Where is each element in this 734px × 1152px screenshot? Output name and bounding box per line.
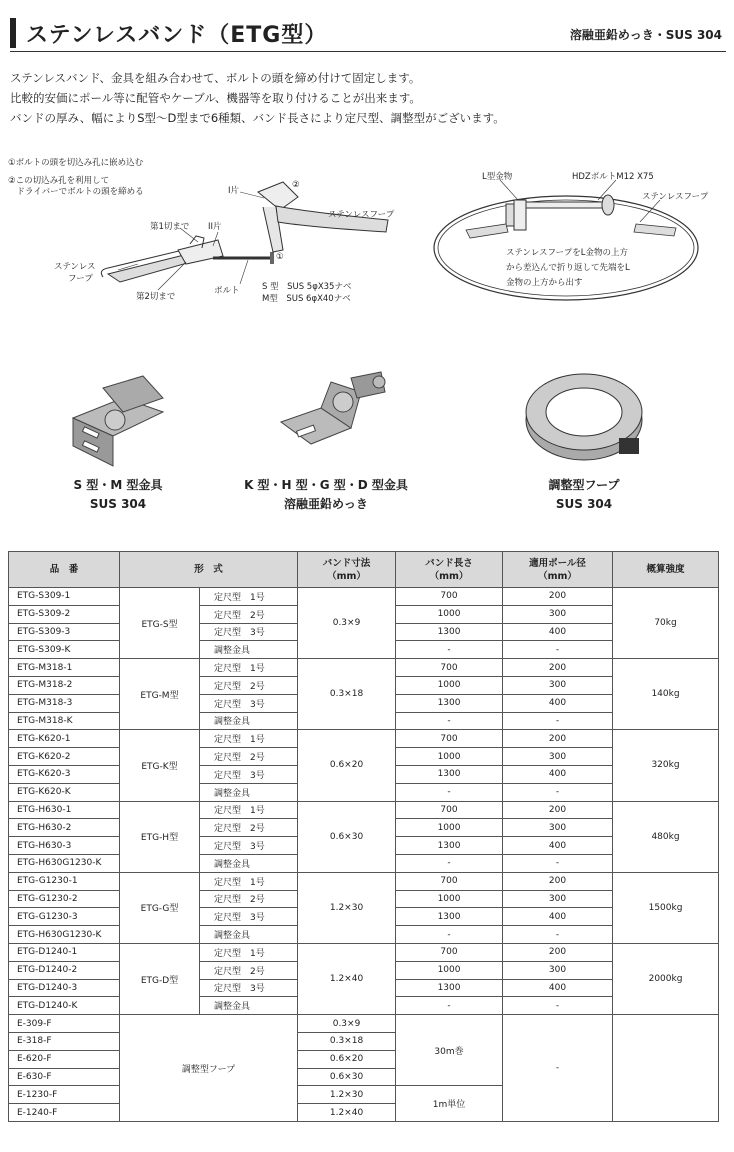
cell-strength: 2000kg xyxy=(613,943,719,1014)
cell-length-1m: 1m単位 xyxy=(396,1086,503,1122)
cell-code: E-1230-F xyxy=(9,1086,120,1104)
col-header-length xyxy=(396,552,503,588)
mount-desc-1: ステンレスフープをL金物の上方 xyxy=(506,248,628,258)
cell-code: ETG-K620-3 xyxy=(9,765,120,783)
cell-pole: 300 xyxy=(503,890,613,908)
cell-code: ETG-M318-3 xyxy=(9,694,120,712)
cell-pole: - xyxy=(503,641,613,659)
cell-code: ETG-H630G1230-K xyxy=(9,854,120,872)
cell-form: 定尺型 3号 xyxy=(200,765,298,783)
cell-code: E-1240-F xyxy=(9,1104,120,1122)
table-header-row xyxy=(9,552,719,588)
intro-line: ステンレスバンド、金具を組み合わせて、ボルトの頭を締め付けて固定します。 xyxy=(10,71,421,85)
label-l-fitting: L型金物 xyxy=(482,172,513,182)
cell-form: 定尺型 3号 xyxy=(200,908,298,926)
cell-length: 700 xyxy=(396,801,503,819)
cell-code: ETG-D1240-1 xyxy=(9,943,120,961)
cell-code: ETG-D1240-2 xyxy=(9,961,120,979)
cell-length: 1000 xyxy=(396,961,503,979)
cell-pole: 200 xyxy=(503,588,613,606)
cell-size: 0.3×18 xyxy=(298,1032,396,1050)
cell-pole: 300 xyxy=(503,819,613,837)
cell-length-30m: 30m巻 xyxy=(396,1015,503,1086)
note-2b: ドライバーでボルトの頭を締める xyxy=(8,187,144,197)
label-second-cut: 第2切まで xyxy=(136,292,176,302)
cell-strength: 320kg xyxy=(613,730,719,801)
cell-form: 定尺型 1号 xyxy=(200,659,298,677)
label-bolt: ボルト xyxy=(214,286,240,296)
cell-code: ETG-S309-2 xyxy=(9,605,120,623)
cell-length: 1000 xyxy=(396,748,503,766)
cell-code: ETG-M318-K xyxy=(9,712,120,730)
cell-code: ETG-S309-3 xyxy=(9,623,120,641)
cell-length: 1300 xyxy=(396,694,503,712)
cell-pole: 200 xyxy=(503,730,613,748)
spec-table-body xyxy=(9,588,719,1122)
product-name: 調整型フープ xyxy=(548,478,620,492)
cell-pole: 300 xyxy=(503,605,613,623)
cell-type: ETG-M型 xyxy=(120,659,200,730)
title-accent-bar xyxy=(10,18,16,48)
cell-code: ETG-D1240-K xyxy=(9,997,120,1015)
cell-code: E-630-F xyxy=(9,1068,120,1086)
cell-form: 調整金具 xyxy=(200,926,298,944)
cell-length: 1000 xyxy=(396,676,503,694)
cell-form: 定尺型 2号 xyxy=(200,819,298,837)
cell-code: ETG-K620-1 xyxy=(9,730,120,748)
page-title: ステンレスバンド（ETG型） xyxy=(26,23,328,48)
page-header xyxy=(10,14,726,52)
label-first-cut: 第1切まで xyxy=(150,222,190,232)
cell-length: 1300 xyxy=(396,837,503,855)
cell-form: 定尺型 1号 xyxy=(200,943,298,961)
cell-pole: 400 xyxy=(503,694,613,712)
sm-fitting-photo xyxy=(63,368,173,468)
table-row xyxy=(9,872,719,890)
cell-form: 調整金具 xyxy=(200,712,298,730)
cell-strength: 140kg xyxy=(613,659,719,730)
cell-pole: 400 xyxy=(503,908,613,926)
product-sm-fitting xyxy=(18,368,218,514)
cell-code: ETG-H630G1230-K xyxy=(9,926,120,944)
col-header-size xyxy=(298,552,396,588)
pole-header-b: （mm） xyxy=(538,570,577,582)
label-stainless-hoop-right: ステンレスフープ xyxy=(642,192,709,202)
length-header-b: （mm） xyxy=(429,570,469,582)
cell-form: 定尺型 2号 xyxy=(200,748,298,766)
cell-code: ETG-K620-K xyxy=(9,783,120,801)
cell-length: 1300 xyxy=(396,765,503,783)
table-row xyxy=(9,659,719,677)
label-mark-2: ② xyxy=(292,180,300,190)
product-name: S 型・M 型金具 xyxy=(73,478,163,492)
label-mark-1: ① xyxy=(276,252,284,262)
label-hdz-bolt: HDZボルトM12 X75 xyxy=(572,172,654,182)
cell-code: ETG-M318-1 xyxy=(9,659,120,677)
cell-form: 調整金具 xyxy=(200,997,298,1015)
cell-pole: 200 xyxy=(503,801,613,819)
cell-pole: - xyxy=(503,783,613,801)
cell-code: ETG-G1230-3 xyxy=(9,908,120,926)
col-header-code: 品 番 xyxy=(9,552,120,588)
cell-code: ETG-S309-K xyxy=(9,641,120,659)
cell-pole: - xyxy=(503,1015,613,1122)
cell-strength: 70kg xyxy=(613,588,719,659)
cell-strength: 480kg xyxy=(613,801,719,872)
table-row xyxy=(9,1015,719,1033)
cell-pole: 400 xyxy=(503,979,613,997)
cell-length: 1300 xyxy=(396,623,503,641)
cell-form: 定尺型 1号 xyxy=(200,588,298,606)
cell-form: 定尺型 1号 xyxy=(200,801,298,819)
cell-pole: 400 xyxy=(503,837,613,855)
cell-size: 0.6×20 xyxy=(298,1050,396,1068)
length-header-a: バンド長さ xyxy=(425,557,473,569)
cell-length: - xyxy=(396,997,503,1015)
cell-form: 定尺型 1号 xyxy=(200,872,298,890)
cell-pole: 200 xyxy=(503,872,613,890)
size-header-a: バンド寸法 xyxy=(322,557,371,569)
cell-length: - xyxy=(396,926,503,944)
cell-strength: 1500kg xyxy=(613,872,719,943)
cell-length: 1300 xyxy=(396,908,503,926)
cell-pole: 300 xyxy=(503,961,613,979)
cell-size: 0.6×30 xyxy=(298,801,396,872)
cell-length: - xyxy=(396,641,503,659)
spec-s-type: S 型 SUS 5φX35ナベ xyxy=(262,282,352,292)
cell-code: ETG-D1240-3 xyxy=(9,979,120,997)
mounting-diagram xyxy=(426,166,726,306)
size-header-b: （mm） xyxy=(327,570,366,582)
product-material: SUS 304 xyxy=(555,497,613,511)
cell-code: ETG-H630-1 xyxy=(9,801,120,819)
cell-pole: - xyxy=(503,926,613,944)
cell-code: E-309-F xyxy=(9,1015,120,1033)
cell-form: 定尺型 2号 xyxy=(200,890,298,908)
cell-pole: 200 xyxy=(503,943,613,961)
cell-form: 定尺型 3号 xyxy=(200,837,298,855)
cell-code: ETG-S309-1 xyxy=(9,588,120,606)
cell-code: ETG-H630-2 xyxy=(9,819,120,837)
cell-length: - xyxy=(396,783,503,801)
col-header-form: 形 式 xyxy=(120,552,298,588)
cell-length: 700 xyxy=(396,588,503,606)
product-material: 溶融亜鉛めっき xyxy=(284,497,368,511)
table-row xyxy=(9,588,719,606)
cell-length: 1000 xyxy=(396,605,503,623)
cell-code: E-620-F xyxy=(9,1050,120,1068)
intro-line: バンドの厚み、幅によりS型〜D型まで6種類、バンド長さにより定尺型、調整型がございます。 xyxy=(10,111,505,125)
cell-form: 調整金具 xyxy=(200,783,298,801)
cell-pole: 300 xyxy=(503,676,613,694)
cell-type: ETG-S型 xyxy=(120,588,200,659)
cell-form: 定尺型 3号 xyxy=(200,623,298,641)
col-header-pole xyxy=(503,552,613,588)
cell-code: ETG-G1230-2 xyxy=(9,890,120,908)
cell-length: 1000 xyxy=(396,890,503,908)
cell-size: 0.6×20 xyxy=(298,730,396,801)
label-stainless-hoop: ステンレスフープ xyxy=(328,210,395,220)
table-row xyxy=(9,801,719,819)
spec-m-type: M型 SUS 6φX40ナベ xyxy=(262,294,351,304)
cell-size: 0.3×9 xyxy=(298,588,396,659)
cell-form: 定尺型 2号 xyxy=(200,961,298,979)
cell-size: 0.3×18 xyxy=(298,659,396,730)
product-material: SUS 304 xyxy=(89,497,147,511)
cell-length: 700 xyxy=(396,730,503,748)
label-band-a: ステンレス xyxy=(54,262,96,272)
cell-form: 定尺型 2号 xyxy=(200,605,298,623)
product-khgd-fitting xyxy=(226,368,426,514)
note-2a: ②この切込み孔を利用して xyxy=(8,176,110,186)
cell-type: ETG-H型 xyxy=(120,801,200,872)
cell-size: 1.2×40 xyxy=(298,1104,396,1122)
cell-length: 700 xyxy=(396,659,503,677)
note-1: ①ボルトの頭を切込み孔に嵌め込む xyxy=(8,158,144,168)
mount-desc-2: から差込んで折り返して先端をL xyxy=(506,263,630,273)
cell-length: 1000 xyxy=(396,819,503,837)
cell-size: 1.2×30 xyxy=(298,1086,396,1104)
cell-form: 調整金具 xyxy=(200,854,298,872)
cell-size: 1.2×40 xyxy=(298,943,396,1014)
cell-type: ETG-K型 xyxy=(120,730,200,801)
label-i-piece: I片 xyxy=(228,186,240,196)
cell-code: ETG-K620-2 xyxy=(9,748,120,766)
mount-desc-3: 金物の上方から出す xyxy=(506,278,583,288)
cell-length: 700 xyxy=(396,872,503,890)
cell-length: - xyxy=(396,712,503,730)
cell-pole: - xyxy=(503,997,613,1015)
cell-type: ETG-D型 xyxy=(120,943,200,1014)
cell-form: 定尺型 1号 xyxy=(200,730,298,748)
cell-code: ETG-G1230-1 xyxy=(9,872,120,890)
cell-pole: - xyxy=(503,854,613,872)
cell-size: 0.6×30 xyxy=(298,1068,396,1086)
cell-pole: 200 xyxy=(503,659,613,677)
cell-pole: 400 xyxy=(503,623,613,641)
cell-form: 定尺型 3号 xyxy=(200,694,298,712)
product-name: K 型・H 型・G 型・D 型金具 xyxy=(244,478,408,492)
cell-form: 調整金具 xyxy=(200,641,298,659)
table-row xyxy=(9,943,719,961)
cell-size: 0.3×9 xyxy=(298,1015,396,1033)
spec-table xyxy=(8,551,719,1122)
label-ii-piece: II片 xyxy=(208,222,222,232)
product-hoop-coil xyxy=(484,368,684,514)
cell-form: 定尺型 2号 xyxy=(200,676,298,694)
cell-size: 1.2×30 xyxy=(298,872,396,943)
pole-header-a: 適用ポール径 xyxy=(529,557,586,569)
intro-line: 比較的安価にポール等に配管やケーブル、機器等を取り付けることが出来ます。 xyxy=(10,91,421,105)
cell-length: - xyxy=(396,854,503,872)
cell-code: E-318-F xyxy=(9,1032,120,1050)
cell-pole: 300 xyxy=(503,748,613,766)
hoop-coil-photo xyxy=(519,368,649,468)
cell-type: ETG-G型 xyxy=(120,872,200,943)
cell-length: 1300 xyxy=(396,979,503,997)
assembly-diagram xyxy=(8,152,408,312)
label-band-b: フープ xyxy=(68,274,93,284)
cell-strength-empty xyxy=(613,1015,719,1122)
page-subtitle: 溶融亜鉛めっき・SUS 304 xyxy=(569,28,722,42)
cell-code: ETG-H630-3 xyxy=(9,837,120,855)
intro-text xyxy=(10,68,726,128)
cell-length: 700 xyxy=(396,943,503,961)
khgd-fitting-photo xyxy=(261,368,391,468)
cell-form: 定尺型 3号 xyxy=(200,979,298,997)
cell-code: ETG-M318-2 xyxy=(9,676,120,694)
cell-pole: - xyxy=(503,712,613,730)
table-row xyxy=(9,730,719,748)
cell-pole: 400 xyxy=(503,765,613,783)
col-header-strength: 概算強度 xyxy=(613,552,719,588)
cell-hoop-type: 調整型フープ xyxy=(120,1015,298,1122)
